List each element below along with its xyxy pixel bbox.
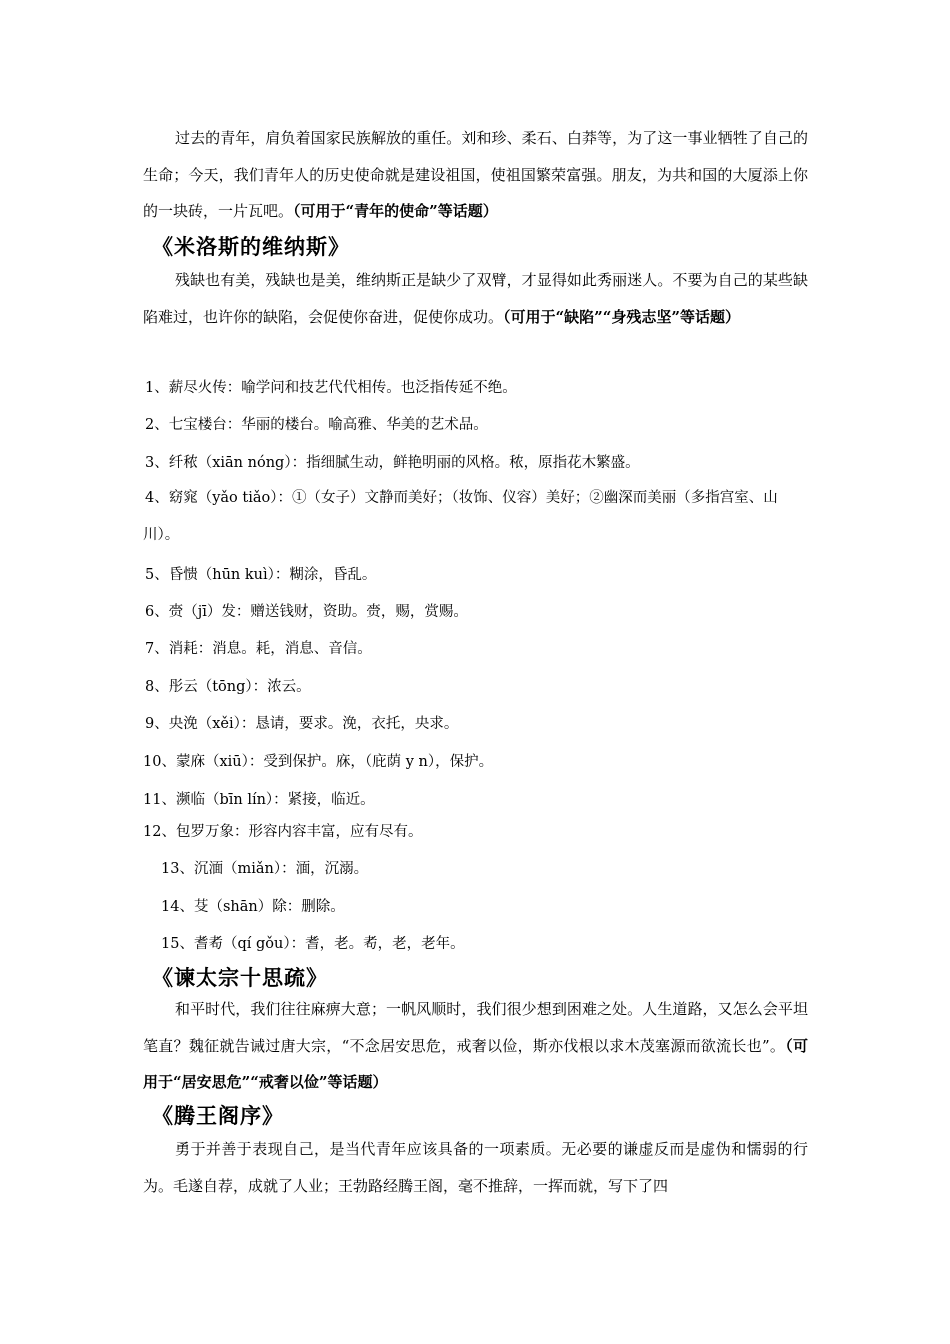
paragraph-venus bbox=[143, 262, 808, 335]
vocab-item: 8、彤云（tōng）：浓云。 bbox=[145, 679, 311, 695]
vocab-item: 6、赍（jī）发：赠送钱财，资助。赍，赐，赏赐。 bbox=[145, 604, 468, 620]
section-heading-ten-thoughts: 《谏太宗十思疏》 bbox=[152, 966, 328, 990]
vocab-item: 10、蒙庥（xiū）：受到保护。庥，（庇荫 y n），保护。 bbox=[143, 754, 494, 770]
paragraph-text: 勇于并善于表现自己，是当代青年应该具备的一项素质。无必要的谦虚反而是虚伪和懦弱的行为。毛遂自荐，成就了人业；王勃路经腾王阁，毫不推辞，一挥而就，写下了四 bbox=[143, 1140, 808, 1195]
vocab-item: 12、包罗万象：形容内容丰富，应有尽有。 bbox=[143, 824, 423, 840]
vocab-item: 3、纤秾（xiān nóng）：指细腻生动，鲜艳明丽的风格。秾，原指花木繁盛。 bbox=[145, 455, 640, 471]
section-heading-venus: 《米洛斯的维纳斯》 bbox=[152, 235, 350, 259]
paragraph-text: 和平时代，我们往往麻痹大意；一帆风顺时，我们很少想到困难之处。人生道路，又怎么会平坦笔直？魏征就告诫过唐大宗，“不念居安思危，戒奢以俭，斯亦伐根以求木茂塞源而欲流长也”。 bbox=[143, 1000, 808, 1055]
vocab-item: 5、昏愦（hūn kuì）：糊涂，昏乱。 bbox=[145, 567, 377, 583]
paragraph-text: 残缺也有美，残缺也是美，维纳斯正是缺少了双臂，才显得如此秀丽迷人。不要为自己的某些缺陷难过，也许你的缺陷，会促使你奋进，促使你成功。 bbox=[143, 271, 808, 326]
vocab-item: 9、央浼（xěi）：恳请，要求。浼，衣托，央求。 bbox=[145, 716, 459, 732]
topic-note: （可用于“缺陷”“身残志坚”等话题） bbox=[503, 307, 741, 326]
vocab-item: 11、濒临（bīn lín）：紧接，临近。 bbox=[143, 792, 375, 808]
vocab-item: 15、耆耇（qí gǒu）：耆，老。耇，老，老年。 bbox=[161, 936, 465, 952]
vocab-item: 1、薪尽火传：喻学问和技艺代代相传。也泛指传延不绝。 bbox=[145, 380, 517, 396]
vocab-item: 7、消耗：消息。耗，消息、音信。 bbox=[145, 641, 372, 657]
paragraph-ten-thoughts bbox=[143, 991, 808, 1101]
paragraph-text: 过去的青年，肩负着国家民族解放的重任。刘和珍、柔石、白莽等，为了这一事业牺牲了自己的生命；今天，我们青年人的历史使命就是建设祖国，使祖国繁荣富强。朋友，为共和国的大厦添上你的一块砖，一片瓦吧。 bbox=[143, 129, 808, 220]
topic-note: （可用于“青年的使命”等话题） bbox=[293, 202, 498, 220]
vocab-item: 14、芟（shān）除：删除。 bbox=[161, 899, 345, 915]
vocab-item: 2、七宝楼台：华丽的楼台。喻高雅、华美的艺术品。 bbox=[145, 417, 488, 433]
paragraph-youth-mission bbox=[143, 120, 808, 230]
vocab-item: 13、沉湎（miǎn）：湎，沉溺。 bbox=[161, 861, 369, 877]
paragraph-tengwang-pavilion bbox=[143, 1131, 808, 1204]
vocab-item: 4、窈窕（yǎo tiǎo）：①（女子）文静而美好；（妆饰、仪容）美好；②幽深而美丽（多指宫室、山川）。 bbox=[143, 490, 778, 543]
section-heading-tengwang-pavilion: 《腾王阁序》 bbox=[152, 1104, 284, 1128]
topic-note: （可用于“居安思危”“戒奢以俭”等话题） bbox=[143, 1036, 808, 1091]
